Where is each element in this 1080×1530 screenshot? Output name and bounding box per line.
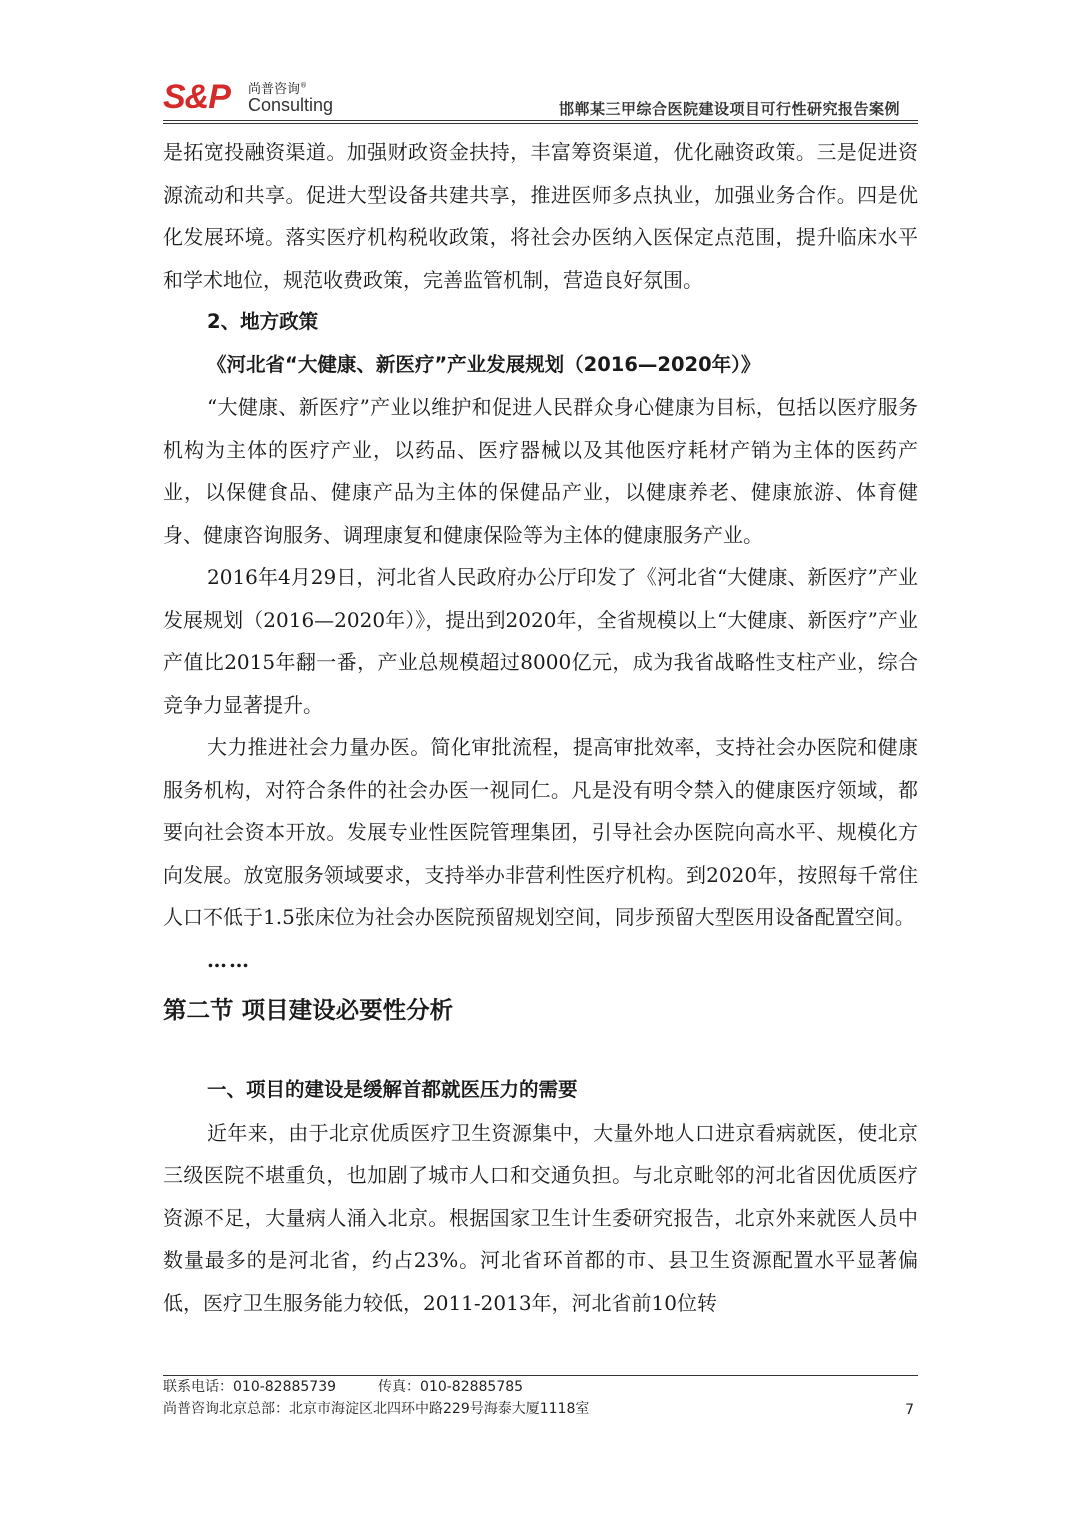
paragraph-social-medical: 大力推进社会力量办医。简化审批流程，提高审批效率，支持社会办医院和健康服务机构，对符合条件的社会办医一视同仁。凡是没有明令禁入的健康医疗领域，都要向社会资本开放。发展专业性医院管理集团，引导社会办医院向高水平、规模化方向发展。放宽服务领域要求，支持举办非营利性医疗机构。到2020年，按照每千常住人口不低于1.5张床位为社会办医院预留规划空间，同步预留大型医用设备配置空间。	[163, 735, 918, 929]
ellipsis: ……	[207, 947, 251, 972]
subheading-hebei-plan: 《河北省“大健康、新医疗”产业发展规划（2016—2020年）》	[207, 352, 761, 376]
footer-address: 尚普咨询北京总部：北京市海淀区北四环中路229号海泰大厦1118室	[163, 1401, 590, 1417]
section-title: 第二节 项目建设必要性分析	[163, 996, 454, 1024]
footer-phone: 联系电话：010-82885739	[163, 1379, 337, 1395]
page-header	[163, 72, 918, 122]
paragraph-plan-issued: 2016年4月29日，河北省人民政府办公厅印发了《河北省“大健康、新医疗”产业发展规划（2016—2020年）》，提出到2020年，全省规模以上“大健康、新医疗”产业产值比2015年翻一番，产业总规模超过8000亿元，成为我省战略性支柱产业，综合竞争力显著提升。	[163, 565, 918, 717]
paragraph-capital-pressure: 近年来，由于北京优质医疗卫生资源集中，大量外地人口进京看病就医，使北京三级医院不堪重负，也加剧了城市人口和交通负担。与北京毗邻的河北省因优质医疗资源不足，大量病人涌入北京。根据国家卫生计生委研究报告，北京外来就医人员中数量最多的是河北省，约占23%。河北省环首都的市、县卫生资源配置水平显著偏低，医疗卫生服务能力较低，2011-2013年，河北省前10位转	[163, 1120, 918, 1315]
page-footer	[163, 1375, 918, 1420]
page-number: 7	[905, 1402, 914, 1418]
header-divider	[163, 120, 918, 124]
page-content	[163, 131, 918, 1324]
footer-contact	[163, 1376, 918, 1398]
spacer	[163, 981, 918, 989]
paragraph-industry-definition: “大健康、新医疗”产业以维护和促进人民群众身心健康为目标，包括以医疗服务机构为主体的医疗产业，以药品、医疗器械以及其他医疗耗材产销为主体的医药产业，以保健食品、健康产品为主体的保健品产业，以健康养老、健康旅游、体育健身、健康咨询服务、调理康复和健康保险等为主体的健康服务产业。	[163, 395, 918, 547]
logo-chinese-name: 尚普咨询®	[248, 81, 308, 97]
report-title: 邯郸某三甲综合医院建设项目可行性研究报告案例	[558, 100, 900, 118]
paragraph-continued: 是拓宽投融资渠道。加强财政资金扶持，丰富筹资渠道，优化融资政策。三是促进资源流动和共享。促进大型设备共建共享，推进医师多点执业，加强业务合作。四是优化发展环境。落实医疗机构税收政策，将社会办医纳入医保定点范围，提升临床水平和学术地位，规范收费政策，完善监管机制，营造良好氛围。	[163, 140, 918, 292]
logo-english-name: Consulting	[248, 95, 334, 115]
footer-fax: 传真：010-82885785	[378, 1379, 524, 1395]
logo-mark: S&P	[163, 78, 230, 116]
subheading-capital-pressure: 一、项目的建设是缓解首都就医压力的需要	[207, 1078, 578, 1101]
spacer	[163, 1031, 918, 1069]
subheading-local-policy: 2、地方政策	[207, 310, 319, 333]
